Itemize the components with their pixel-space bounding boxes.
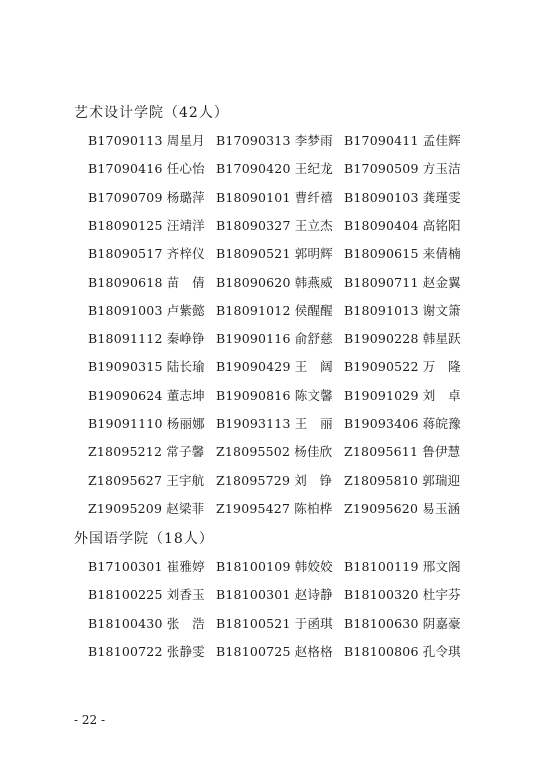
student-entry: B17090509 方玉洁 xyxy=(344,161,461,177)
student-entry: B18100320 杜宇芬 xyxy=(344,587,461,603)
list-row xyxy=(0,159,542,179)
student-entry: B19093113 王 丽 xyxy=(216,416,333,431)
list-row xyxy=(0,414,542,434)
student-entry: Z18095611 鲁伊慧 xyxy=(344,444,461,460)
list-row xyxy=(0,557,542,577)
list-row xyxy=(0,471,542,491)
list-row xyxy=(0,499,542,519)
student-entry: B17100301 崔雅婷 xyxy=(88,559,205,574)
student-entry: Z19095620 易玉涵 xyxy=(344,500,461,516)
student-entry: Z18095810 郭瑞迎 xyxy=(344,472,461,488)
student-entry: B18090521 郭明辉 xyxy=(216,246,333,262)
page-number: - 22 - xyxy=(74,713,106,727)
list-row xyxy=(0,585,542,605)
student-entry: B18090101 曹纤禧 xyxy=(216,189,333,205)
student-entry: B18090327 王立杰 xyxy=(216,217,333,233)
student-entry: Z19095209 赵梁菲 xyxy=(88,500,205,516)
student-entry: Z18095212 常子馨 xyxy=(88,444,205,460)
student-entry: B18090620 韩燕威 xyxy=(216,274,333,290)
student-entry: B18100301 赵诗静 xyxy=(216,587,333,603)
list-row xyxy=(0,357,542,377)
student-entry: B18090125 汪靖洋 xyxy=(88,217,205,233)
student-entry: B19090624 董志坤 xyxy=(88,387,205,403)
student-entry: B18090517 齐梓仪 xyxy=(88,246,205,262)
student-entry: B19090116 俞舒慈 xyxy=(216,331,333,347)
student-entry: B18100725 赵格格 xyxy=(216,643,333,659)
section-title: 艺术设计学院（42人） xyxy=(74,105,229,121)
list-row xyxy=(0,216,542,236)
student-entry: Z18095627 王宇航 xyxy=(88,472,205,488)
list-row xyxy=(0,188,542,208)
student-entry: B17090113 周星月 xyxy=(88,133,205,148)
student-entry: B19090816 陈文馨 xyxy=(216,387,333,403)
student-entry: B18100225 刘香玉 xyxy=(88,587,205,603)
list-row xyxy=(0,386,542,406)
student-entry: B18090711 赵金翼 xyxy=(344,274,461,290)
student-entry: B18091012 侯醒醒 xyxy=(216,302,333,318)
student-entry: B18091013 谢文箫 xyxy=(344,302,461,318)
student-entry: Z18095502 杨佳欣 xyxy=(216,444,333,460)
student-entry: B18090404 高铭阳 xyxy=(344,217,461,233)
student-entry: B19093406 蒋皖豫 xyxy=(344,416,461,431)
student-entry: B19090522 万 隆 xyxy=(344,359,461,375)
student-entry: B18090103 龚瑾雯 xyxy=(344,189,461,205)
student-entry: B18100119 邢文阁 xyxy=(344,559,461,574)
student-entry: B18100109 韩姣姣 xyxy=(216,559,333,574)
student-entry: B19091029 刘 卓 xyxy=(344,387,461,403)
list-row xyxy=(0,442,542,462)
student-entry: B19091110 杨丽娜 xyxy=(88,416,205,431)
student-entry: B17090411 孟佳辉 xyxy=(344,133,461,148)
student-entry: B17090420 王纪龙 xyxy=(216,161,333,177)
list-row xyxy=(0,329,542,349)
student-entry: B19090228 韩星跃 xyxy=(344,331,461,347)
list-row xyxy=(0,244,542,264)
student-entry: Z18095729 刘 铮 xyxy=(216,472,333,488)
list-row xyxy=(0,614,542,634)
student-entry: B17090709 杨璐萍 xyxy=(88,189,205,205)
student-entry: B17090416 任心怡 xyxy=(88,161,205,177)
student-entry: B18091112 秦峥铮 xyxy=(88,331,205,347)
section-title: 外国语学院（18人） xyxy=(74,531,214,547)
list-row xyxy=(0,131,542,151)
student-entry: B18090618 苗 倩 xyxy=(88,274,205,290)
student-entry: B18100630 阴嘉豪 xyxy=(344,615,461,631)
list-row xyxy=(0,273,542,293)
student-entry: B18091003 卢紫懿 xyxy=(88,302,205,318)
list-row xyxy=(0,642,542,662)
list-row xyxy=(0,301,542,321)
student-entry: B17090313 李梦雨 xyxy=(216,133,333,148)
student-entry: B19090315 陆长瑜 xyxy=(88,359,205,375)
student-entry: B18100806 孔令琪 xyxy=(344,643,461,659)
student-entry: B18100521 于函琪 xyxy=(216,615,333,631)
student-entry: B19090429 王 阔 xyxy=(216,359,333,375)
student-entry: B18090615 来倩楠 xyxy=(344,246,461,262)
student-entry: Z19095427 陈柏桦 xyxy=(216,500,333,516)
student-entry: B18100722 张静雯 xyxy=(88,643,205,659)
student-entry: B18100430 张 浩 xyxy=(88,615,205,631)
